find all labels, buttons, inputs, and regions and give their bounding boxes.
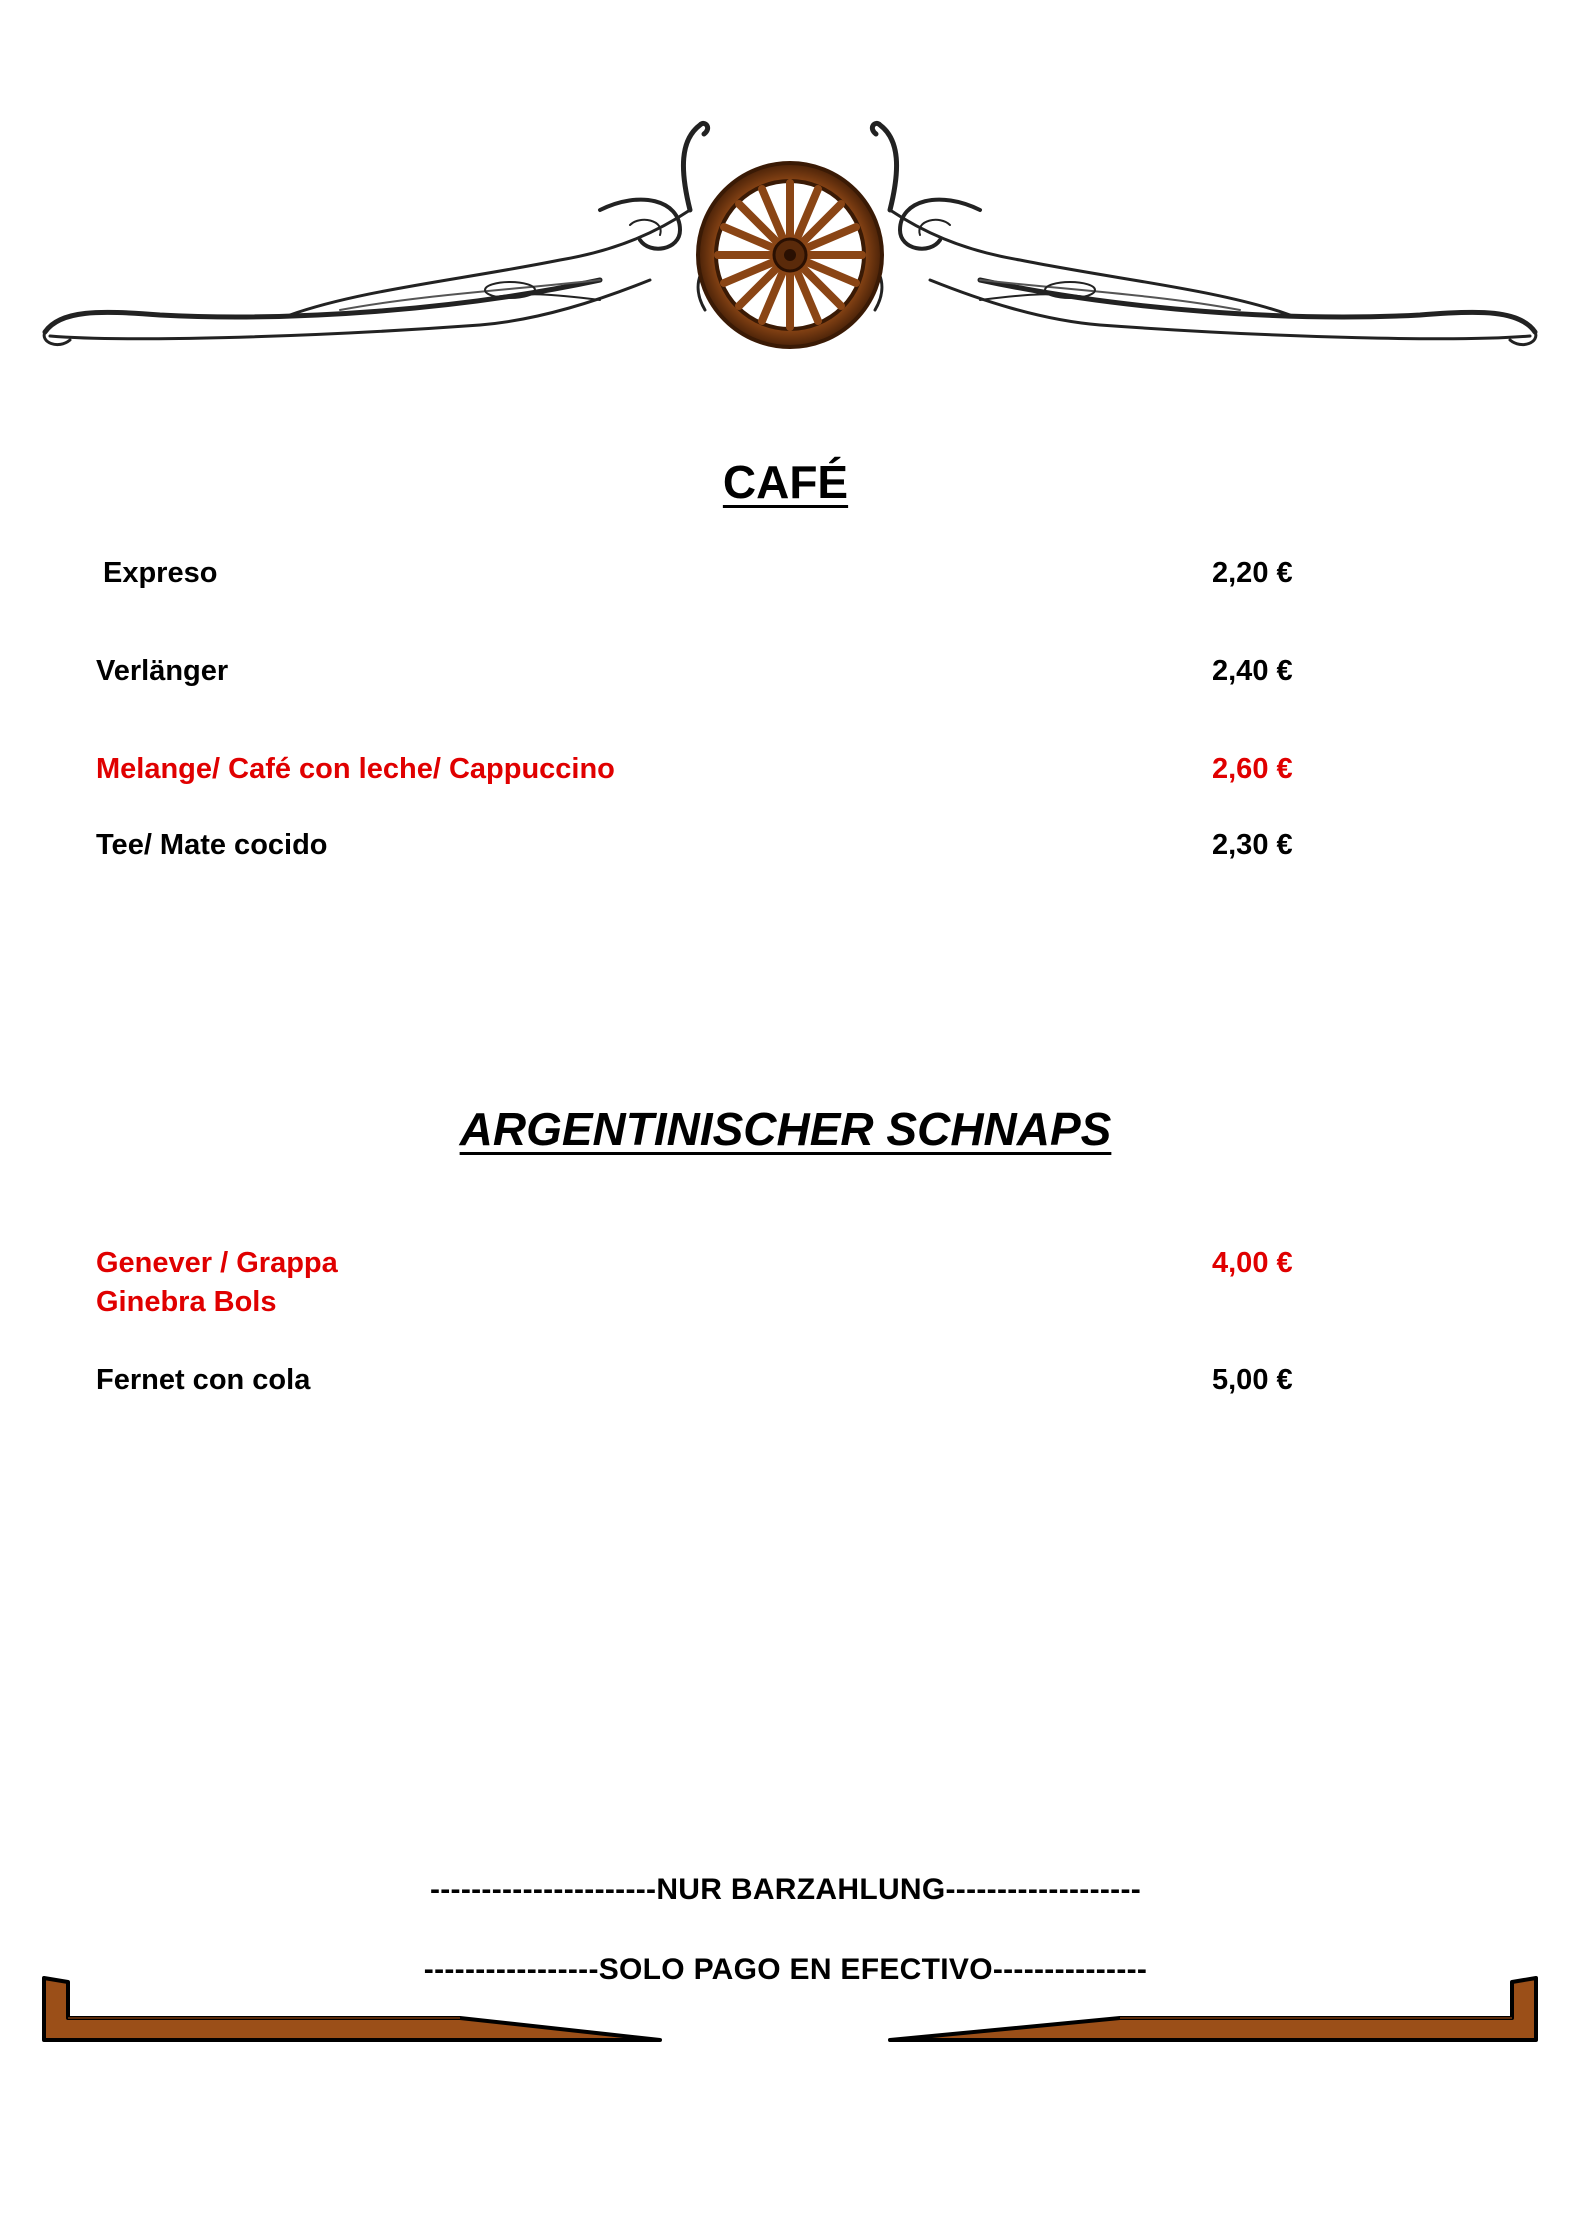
menu-item-price: 5,00 € (1212, 1364, 1293, 1396)
menu-item-name: Fernet con cola (96, 1364, 311, 1396)
menu-item-name: Expreso (103, 557, 218, 589)
section-title-schnaps: ARGENTINISCHER SCHNAPS (459, 1103, 1112, 1155)
cash-only-notice-de: ----------------------NUR BARZAHLUNG------------------- (429, 1873, 1142, 1906)
menu-item-subname: Ginebra Bols (96, 1286, 277, 1318)
menu-item-price: 2,20 € (1212, 557, 1293, 589)
menu-item-name: Verlänger (96, 655, 229, 687)
menu-item-name: Genever / Grappa (96, 1247, 338, 1279)
menu-item-price: 2,60 € (1212, 753, 1293, 785)
wagon-wheel-ornament-icon (40, 110, 1540, 360)
menu-item-price: 4,00 € (1212, 1247, 1293, 1279)
wooden-frame-border-icon (40, 1968, 1540, 2048)
menu-item-name: Tee/ Mate cocido (96, 829, 328, 861)
menu-item-price: 2,40 € (1212, 655, 1293, 687)
menu-item-name: Melange/ Café con leche/ Cappuccino (96, 753, 615, 785)
menu-item-price: 2,30 € (1212, 829, 1293, 861)
section-title-cafe: CAFÉ (722, 456, 849, 508)
cash-only-notice-es: -----------------SOLO PAGO EN EFECTIVO--------------- (423, 1953, 1148, 1986)
